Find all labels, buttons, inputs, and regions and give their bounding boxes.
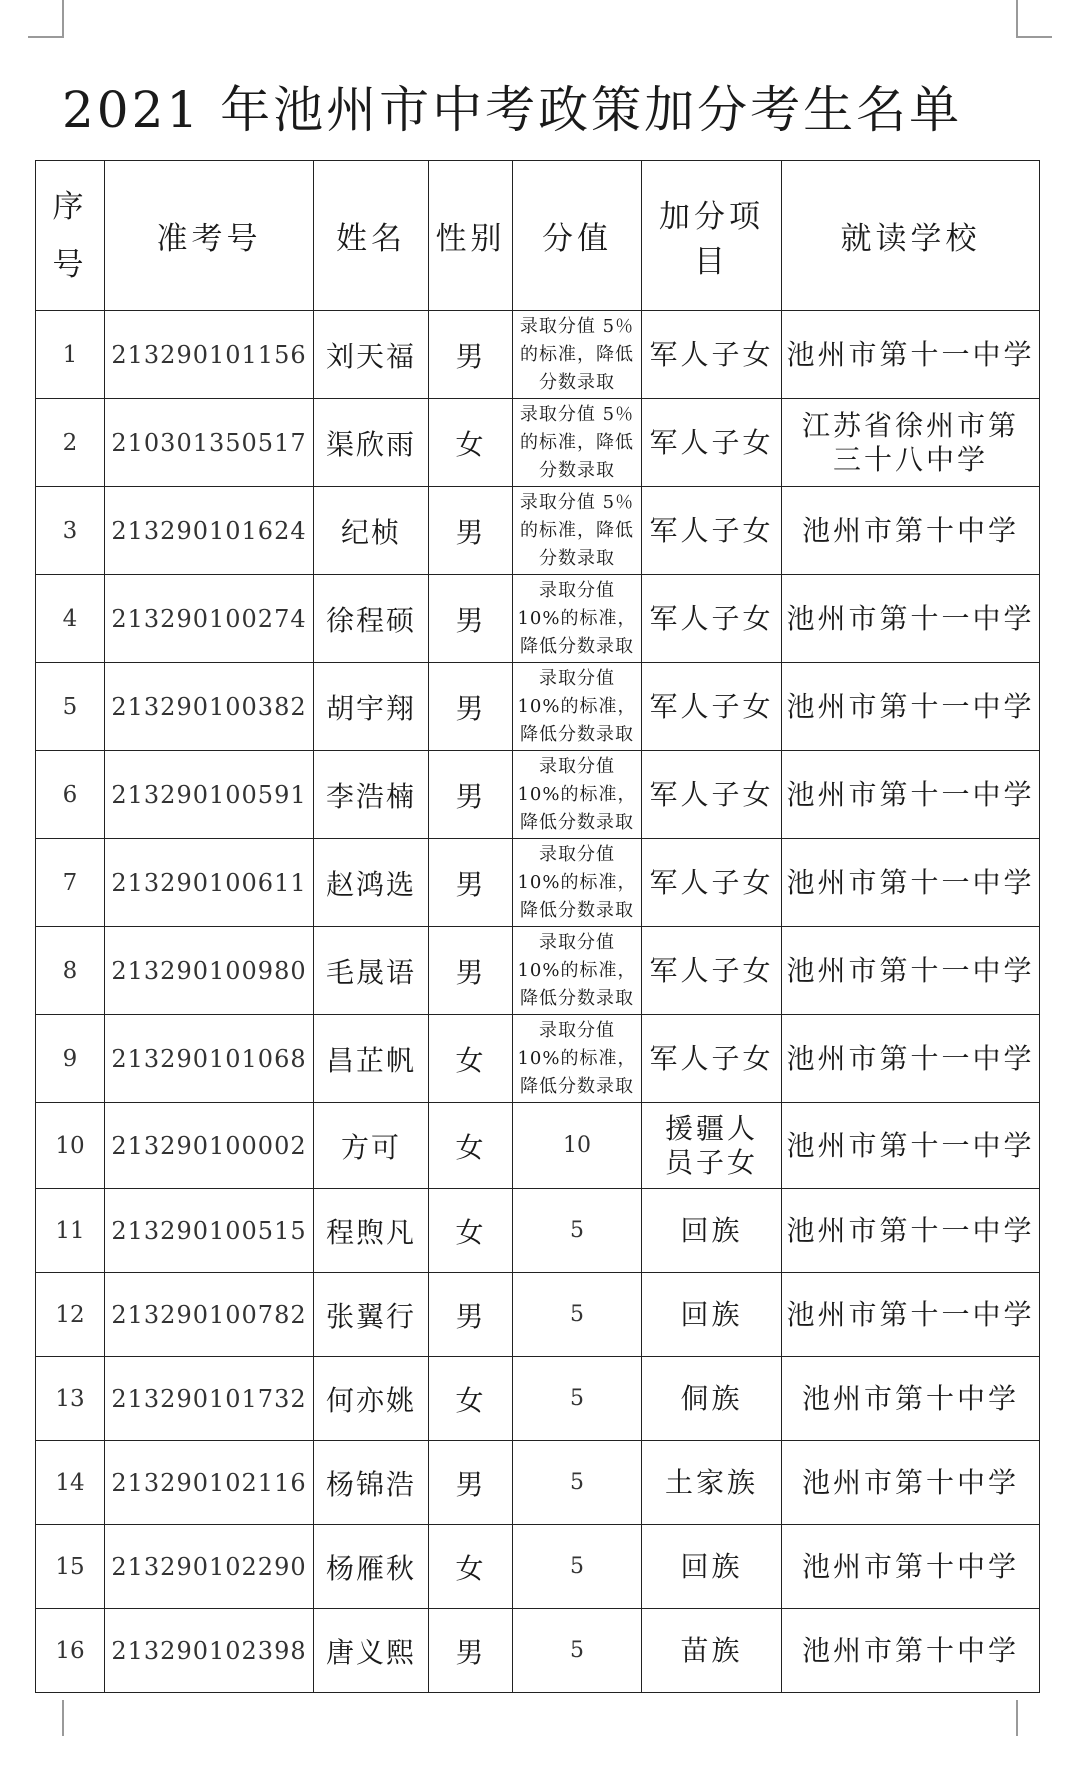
cell-exam-no: 213290102116 [105, 1441, 314, 1525]
cell-seq: 3 [36, 487, 105, 575]
cell-seq: 5 [36, 663, 105, 751]
cell-project: 回族 [642, 1189, 782, 1273]
header-school: 就读学校 [782, 161, 1040, 311]
header-exam-no: 准考号 [105, 161, 314, 311]
cell-seq: 6 [36, 751, 105, 839]
cell-name: 方可 [314, 1103, 429, 1189]
crop-mark-top-right-v [1016, 0, 1018, 36]
cell-school: 池州市第十一中学 [782, 663, 1040, 751]
cell-gender: 女 [429, 1015, 513, 1103]
table-row [36, 839, 1040, 927]
cell-exam-no: 213290100782 [105, 1273, 314, 1357]
table-row [36, 1609, 1040, 1693]
table-row [36, 399, 1040, 487]
cell-project: 军人子女 [642, 927, 782, 1015]
cell-gender: 男 [429, 663, 513, 751]
cell-seq: 7 [36, 839, 105, 927]
cell-exam-no: 213290100002 [105, 1103, 314, 1189]
cell-school: 池州市第十一中学 [782, 1103, 1040, 1189]
cell-score: 录取分值 10%的标准，降低分数录取 [513, 663, 642, 751]
table-row [36, 575, 1040, 663]
crop-mark-top-right-h [1016, 36, 1052, 38]
cell-school: 池州市第十中学 [782, 1609, 1040, 1693]
cell-score: 录取分值 10%的标准，降低分数录取 [513, 751, 642, 839]
table-row [36, 1525, 1040, 1609]
cell-school: 池州市第十一中学 [782, 839, 1040, 927]
cell-project: 军人子女 [642, 839, 782, 927]
header-name: 姓名 [314, 161, 429, 311]
cell-school: 池州市第十中学 [782, 1441, 1040, 1525]
cell-gender: 男 [429, 575, 513, 663]
crop-mark-bottom-left-v [62, 1700, 64, 1736]
cell-project: 军人子女 [642, 487, 782, 575]
cell-score: 10 [513, 1103, 642, 1189]
cell-name: 赵鸿选 [314, 839, 429, 927]
cell-school: 池州市第十一中学 [782, 575, 1040, 663]
cell-project: 军人子女 [642, 311, 782, 399]
crop-mark-top-left-v [62, 0, 64, 36]
cell-name: 徐程硕 [314, 575, 429, 663]
cell-exam-no: 213290101068 [105, 1015, 314, 1103]
cell-score: 录取分值 10%的标准，降低分数录取 [513, 575, 642, 663]
table-row [36, 927, 1040, 1015]
cell-gender: 女 [429, 1103, 513, 1189]
header-seq-top: 序 [52, 188, 88, 225]
cell-gender: 男 [429, 1609, 513, 1693]
crop-mark-bottom-right-v [1016, 1700, 1018, 1736]
cell-score: 5 [513, 1609, 642, 1693]
cell-score: 5 [513, 1357, 642, 1441]
cell-school: 江苏省徐州市第三十八中学 [782, 399, 1040, 487]
cell-project: 侗族 [642, 1357, 782, 1441]
cell-project: 军人子女 [642, 751, 782, 839]
cell-score: 录取分值 5％的标准，降低分数录取 [513, 487, 642, 575]
cell-gender: 男 [429, 311, 513, 399]
cell-name: 李浩楠 [314, 751, 429, 839]
cell-school: 池州市第十一中学 [782, 927, 1040, 1015]
cell-exam-no: 213290100382 [105, 663, 314, 751]
cell-gender: 男 [429, 927, 513, 1015]
table-row [36, 311, 1040, 399]
cell-seq: 9 [36, 1015, 105, 1103]
cell-gender: 男 [429, 1441, 513, 1525]
cell-name: 何亦姚 [314, 1357, 429, 1441]
table-row [36, 1103, 1040, 1189]
cell-name: 刘天福 [314, 311, 429, 399]
cell-seq: 10 [36, 1103, 105, 1189]
header-gender: 性别 [429, 161, 513, 311]
table-header-row [36, 161, 1040, 311]
cell-score: 录取分值 10%的标准，降低分数录取 [513, 839, 642, 927]
cell-exam-no: 213290100274 [105, 575, 314, 663]
cell-seq: 2 [36, 399, 105, 487]
cell-exam-no: 213290102290 [105, 1525, 314, 1609]
cell-score: 5 [513, 1525, 642, 1609]
cell-seq: 12 [36, 1273, 105, 1357]
cell-exam-no: 213290101624 [105, 487, 314, 575]
cell-name: 程煦凡 [314, 1189, 429, 1273]
cell-name: 毛晟语 [314, 927, 429, 1015]
crop-mark-top-left-h [28, 36, 64, 38]
header-seq [36, 161, 105, 311]
cell-gender: 女 [429, 1525, 513, 1609]
page-title: 2021 年池州市中考政策加分考生名单 [62, 81, 963, 139]
table-row [36, 487, 1040, 575]
cell-score: 录取分值 10%的标准，降低分数录取 [513, 1015, 642, 1103]
table-row [36, 1189, 1040, 1273]
cell-name: 张翼行 [314, 1273, 429, 1357]
table-row [36, 751, 1040, 839]
cell-score: 录取分值 5％的标准，降低分数录取 [513, 311, 642, 399]
cell-project: 土家族 [642, 1441, 782, 1525]
cell-exam-no: 213290100611 [105, 839, 314, 927]
cell-name: 纪桢 [314, 487, 429, 575]
cell-name: 杨锦浩 [314, 1441, 429, 1525]
cell-gender: 女 [429, 399, 513, 487]
cell-seq: 11 [36, 1189, 105, 1273]
table-row [36, 1015, 1040, 1103]
header-seq-bottom: 号 [52, 246, 88, 283]
cell-score: 5 [513, 1441, 642, 1525]
cell-project: 军人子女 [642, 575, 782, 663]
cell-exam-no: 213290101156 [105, 311, 314, 399]
cell-school: 池州市第十一中学 [782, 751, 1040, 839]
cell-gender: 男 [429, 1273, 513, 1357]
cell-project: 回族 [642, 1525, 782, 1609]
cell-project: 苗族 [642, 1609, 782, 1693]
cell-seq: 14 [36, 1441, 105, 1525]
cell-exam-no: 213290102398 [105, 1609, 314, 1693]
cell-score: 5 [513, 1273, 642, 1357]
cell-school: 池州市第十一中学 [782, 311, 1040, 399]
table-row [36, 1441, 1040, 1525]
table-body [36, 311, 1040, 1693]
cell-exam-no: 213290100980 [105, 927, 314, 1015]
cell-gender: 男 [429, 751, 513, 839]
cell-school: 池州市第十中学 [782, 1525, 1040, 1609]
cell-name: 渠欣雨 [314, 399, 429, 487]
cell-score: 录取分值 10%的标准，降低分数录取 [513, 927, 642, 1015]
cell-seq: 1 [36, 311, 105, 399]
cell-project: 军人子女 [642, 399, 782, 487]
table-row [36, 663, 1040, 751]
cell-gender: 男 [429, 487, 513, 575]
cell-project: 军人子女 [642, 663, 782, 751]
cell-seq: 13 [36, 1357, 105, 1441]
cell-score: 录取分值 5％的标准，降低分数录取 [513, 399, 642, 487]
cell-school: 池州市第十一中学 [782, 1273, 1040, 1357]
cell-school: 池州市第十中学 [782, 487, 1040, 575]
cell-gender: 女 [429, 1189, 513, 1273]
cell-school: 池州市第十一中学 [782, 1015, 1040, 1103]
cell-seq: 4 [36, 575, 105, 663]
table-row [36, 1273, 1040, 1357]
cell-seq: 16 [36, 1609, 105, 1693]
cell-name: 昌芷帆 [314, 1015, 429, 1103]
cell-gender: 女 [429, 1357, 513, 1441]
header-project: 加分项目 [642, 161, 782, 311]
cell-exam-no: 213290100515 [105, 1189, 314, 1273]
cell-seq: 8 [36, 927, 105, 1015]
cell-exam-no: 213290100591 [105, 751, 314, 839]
cell-project: 回族 [642, 1273, 782, 1357]
cell-score: 5 [513, 1189, 642, 1273]
cell-name: 杨雁秋 [314, 1525, 429, 1609]
cell-name: 胡宇翔 [314, 663, 429, 751]
cell-school: 池州市第十一中学 [782, 1189, 1040, 1273]
cell-gender: 男 [429, 839, 513, 927]
table-row [36, 1357, 1040, 1441]
cell-school: 池州市第十中学 [782, 1357, 1040, 1441]
cell-project: 援疆人员子女 [642, 1103, 782, 1189]
header-score: 分值 [513, 161, 642, 311]
cell-exam-no: 213290101732 [105, 1357, 314, 1441]
candidate-table [35, 160, 1040, 1693]
cell-exam-no: 210301350517 [105, 399, 314, 487]
cell-name: 唐义熙 [314, 1609, 429, 1693]
cell-project: 军人子女 [642, 1015, 782, 1103]
cell-seq: 15 [36, 1525, 105, 1609]
